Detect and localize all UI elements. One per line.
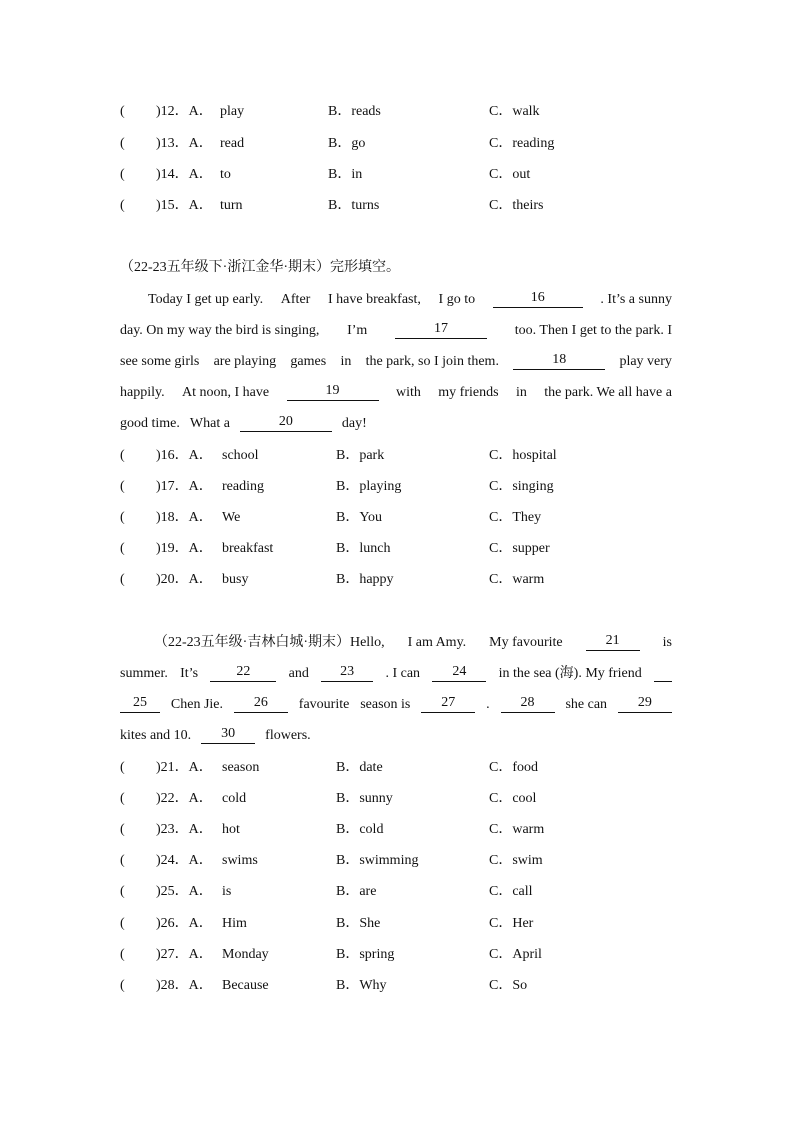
option-a: play (220, 104, 245, 119)
passage-text: I have breakfast, (327, 292, 421, 307)
option-a: to (220, 167, 231, 182)
question-number: )18．A． (156, 510, 213, 525)
passage-text: favourite (298, 697, 350, 712)
passage-text: Today I get up early. (148, 292, 264, 307)
question-number: )14．A． (156, 167, 213, 182)
option-c: C．singing (489, 479, 554, 494)
passage-text: summer. (120, 666, 168, 681)
question-row-22 (120, 788, 680, 810)
option-c: C．warm (489, 822, 545, 837)
passage-text: day. On my way the bird is singing, (120, 323, 320, 338)
passage-line (120, 289, 672, 311)
blank-19[interactable]: 19 (287, 382, 379, 401)
blank-17[interactable]: 17 (395, 320, 487, 339)
option-b: B．park (336, 448, 385, 463)
passage-text: in (515, 385, 527, 400)
passage-text: she can (565, 697, 608, 712)
blank-24[interactable]: 24 (432, 663, 486, 682)
passage-text: After (280, 292, 311, 307)
option-c: C．out (489, 167, 531, 182)
passage-text: What a (189, 416, 230, 431)
section-heading: （22-23五年级下·浙江金华·期末）完形填空。 (120, 260, 400, 275)
option-b: B．in (328, 167, 363, 182)
option-a: busy (222, 572, 249, 587)
option-c: C．food (489, 760, 538, 775)
passage-line (120, 382, 672, 404)
passage-text: I’m (347, 323, 368, 338)
option-a: is (222, 884, 232, 899)
answer-paren[interactable]: ( (120, 510, 125, 525)
question-number: )28．A． (156, 978, 213, 993)
option-a: school (222, 448, 259, 463)
passage-text: kites and 10. (120, 728, 192, 743)
question-row-15 (120, 195, 680, 217)
option-c: C．call (489, 884, 533, 899)
option-c: C．reading (489, 136, 555, 151)
question-row-19 (120, 538, 680, 560)
passage-line (120, 320, 672, 342)
option-b: B．turns (328, 198, 380, 213)
option-a: Him (222, 916, 247, 931)
question-row-16 (120, 445, 680, 467)
option-b: B．reads (328, 104, 381, 119)
passage-text: happily. (120, 385, 165, 400)
passage-text: are playing (213, 354, 277, 369)
question-row-24 (120, 850, 680, 872)
passage-text: in the sea (海). My friend (498, 666, 642, 681)
option-b: B．cold (336, 822, 384, 837)
answer-paren[interactable]: ( (120, 167, 125, 182)
option-b: B．swimming (336, 853, 419, 868)
question-number: )12．A． (156, 104, 213, 119)
passage-text: I am Amy. (407, 635, 467, 650)
question-number: )23．A． (156, 822, 213, 837)
question-number: )13．A． (156, 136, 213, 151)
question-row-26 (120, 913, 680, 935)
passage-text: season is (360, 697, 411, 712)
option-c: C．cool (489, 791, 537, 806)
question-number: )17．A． (156, 479, 213, 494)
question-row-23 (120, 819, 680, 841)
passage-text: and (288, 666, 309, 681)
option-b: B．lunch (336, 541, 391, 556)
blank-16[interactable]: 16 (493, 289, 583, 308)
answer-paren[interactable]: ( (120, 791, 125, 806)
answer-paren[interactable]: ( (120, 884, 125, 899)
question-number: )20．A． (156, 572, 213, 587)
blank-20[interactable]: 20 (240, 413, 332, 432)
option-b: B．Why (336, 978, 387, 993)
passage-line (120, 663, 672, 685)
question-number: )16．A． (156, 448, 213, 463)
passage-text: games (290, 354, 327, 369)
option-b: B．She (336, 916, 381, 931)
option-a: hot (222, 822, 240, 837)
answer-paren[interactable]: ( (120, 916, 125, 931)
option-b: B．are (336, 884, 377, 899)
option-b: B．go (328, 136, 366, 151)
question-row-12 (120, 101, 680, 123)
question-row-20 (120, 569, 680, 591)
answer-paren[interactable]: ( (120, 853, 125, 868)
option-c: C．Her (489, 916, 534, 931)
passage-text: in (340, 354, 352, 369)
option-a: season (222, 760, 260, 775)
question-number: )21．A． (156, 760, 213, 775)
passage-line (120, 413, 672, 435)
passage-text: （22-23五年级·吉林白城·期末）Hello, (154, 635, 385, 650)
passage-text: . I can (385, 666, 421, 681)
passage-line (120, 694, 672, 716)
question-row-21 (120, 757, 680, 779)
option-b: B．spring (336, 947, 395, 962)
passage-text: play very (619, 354, 672, 369)
passage-text: the park, so I join them. (365, 354, 499, 369)
option-c: C．They (489, 510, 542, 525)
option-b: B．playing (336, 479, 402, 494)
passage-line (120, 725, 672, 747)
answer-paren[interactable]: ( (120, 760, 125, 775)
question-number: )27．A． (156, 947, 213, 962)
blank-30[interactable]: 30 (201, 725, 255, 744)
passage-text: good time. (120, 416, 180, 431)
option-a: reading (222, 479, 264, 494)
option-c: C．theirs (489, 198, 544, 213)
passage-text: too. Then I get to the park. I (514, 323, 672, 338)
answer-paren[interactable]: ( (120, 104, 125, 119)
question-number: )26．A． (156, 916, 213, 931)
passage-text: day! (341, 416, 367, 431)
answer-paren[interactable]: ( (120, 822, 125, 837)
passage-line (120, 351, 672, 373)
option-a: Monday (222, 947, 269, 962)
passage-text: my friends (438, 385, 499, 400)
option-a: read (220, 136, 245, 151)
blank-28[interactable]: 28 (501, 694, 555, 713)
blank-21[interactable]: 21 (586, 632, 640, 651)
question-row-13 (120, 133, 680, 155)
option-b: B．sunny (336, 791, 393, 806)
answer-paren[interactable]: ( (120, 572, 125, 587)
option-a: cold (222, 791, 247, 806)
passage-text: see some girls (120, 354, 200, 369)
option-a: turn (220, 198, 243, 213)
answer-paren[interactable]: ( (120, 448, 125, 463)
passage-text: the park. We all have a (544, 385, 672, 400)
passage-text: At noon, I have (182, 385, 270, 400)
blank-22[interactable]: 22 (210, 663, 276, 682)
option-a: swims (222, 853, 258, 868)
passage-text: I go to (438, 292, 476, 307)
question-row-27 (120, 944, 680, 966)
option-b: B．You (336, 510, 383, 525)
answer-paren[interactable]: ( (120, 978, 125, 993)
passage-text: with (395, 385, 421, 400)
option-c: C．walk (489, 104, 540, 119)
question-row-25 (120, 881, 680, 903)
blank-29[interactable]: 29 (618, 694, 672, 713)
option-a: breakfast (222, 541, 274, 556)
option-b: B．date (336, 760, 383, 775)
option-c: C．hospital (489, 448, 557, 463)
option-c: C．swim (489, 853, 543, 868)
question-row-28 (120, 975, 680, 997)
passage-text: flowers. (265, 728, 311, 743)
option-c: C．So (489, 978, 528, 993)
option-c: C．supper (489, 541, 550, 556)
answer-paren[interactable]: ( (120, 541, 125, 556)
question-number: )22．A． (156, 791, 213, 806)
answer-paren[interactable]: ( (120, 479, 125, 494)
passage-text: . It’s a sunny (600, 292, 672, 307)
answer-paren[interactable]: ( (120, 947, 125, 962)
blank-26[interactable]: 26 (234, 694, 288, 713)
answer-paren[interactable]: ( (120, 198, 125, 213)
option-c: C．warm (489, 572, 545, 587)
blank-25[interactable]: 25 (120, 694, 160, 713)
blank-27[interactable]: 27 (421, 694, 475, 713)
question-number: )24．A． (156, 853, 213, 868)
passage-line (120, 632, 672, 654)
question-number: )15．A． (156, 198, 213, 213)
question-number: )19．A． (156, 541, 213, 556)
question-row-18 (120, 507, 680, 529)
option-a: Because (222, 978, 269, 993)
option-c: C．April (489, 947, 542, 962)
question-number: )25．A． (156, 884, 213, 899)
passage-text: . (486, 697, 490, 712)
passage-text: is (662, 635, 672, 650)
blank-23[interactable]: 23 (321, 663, 373, 682)
question-row-14 (120, 164, 680, 186)
answer-paren[interactable]: ( (120, 136, 125, 151)
question-row-17 (120, 476, 680, 498)
option-b: B．happy (336, 572, 394, 587)
passage-text: Chen Jie. (170, 697, 223, 712)
blank-18[interactable]: 18 (513, 351, 605, 370)
option-a: We (222, 510, 241, 525)
blank-25-start[interactable] (654, 663, 672, 682)
passage-text: My favourite (489, 635, 563, 650)
passage-text: It’s (180, 666, 199, 681)
